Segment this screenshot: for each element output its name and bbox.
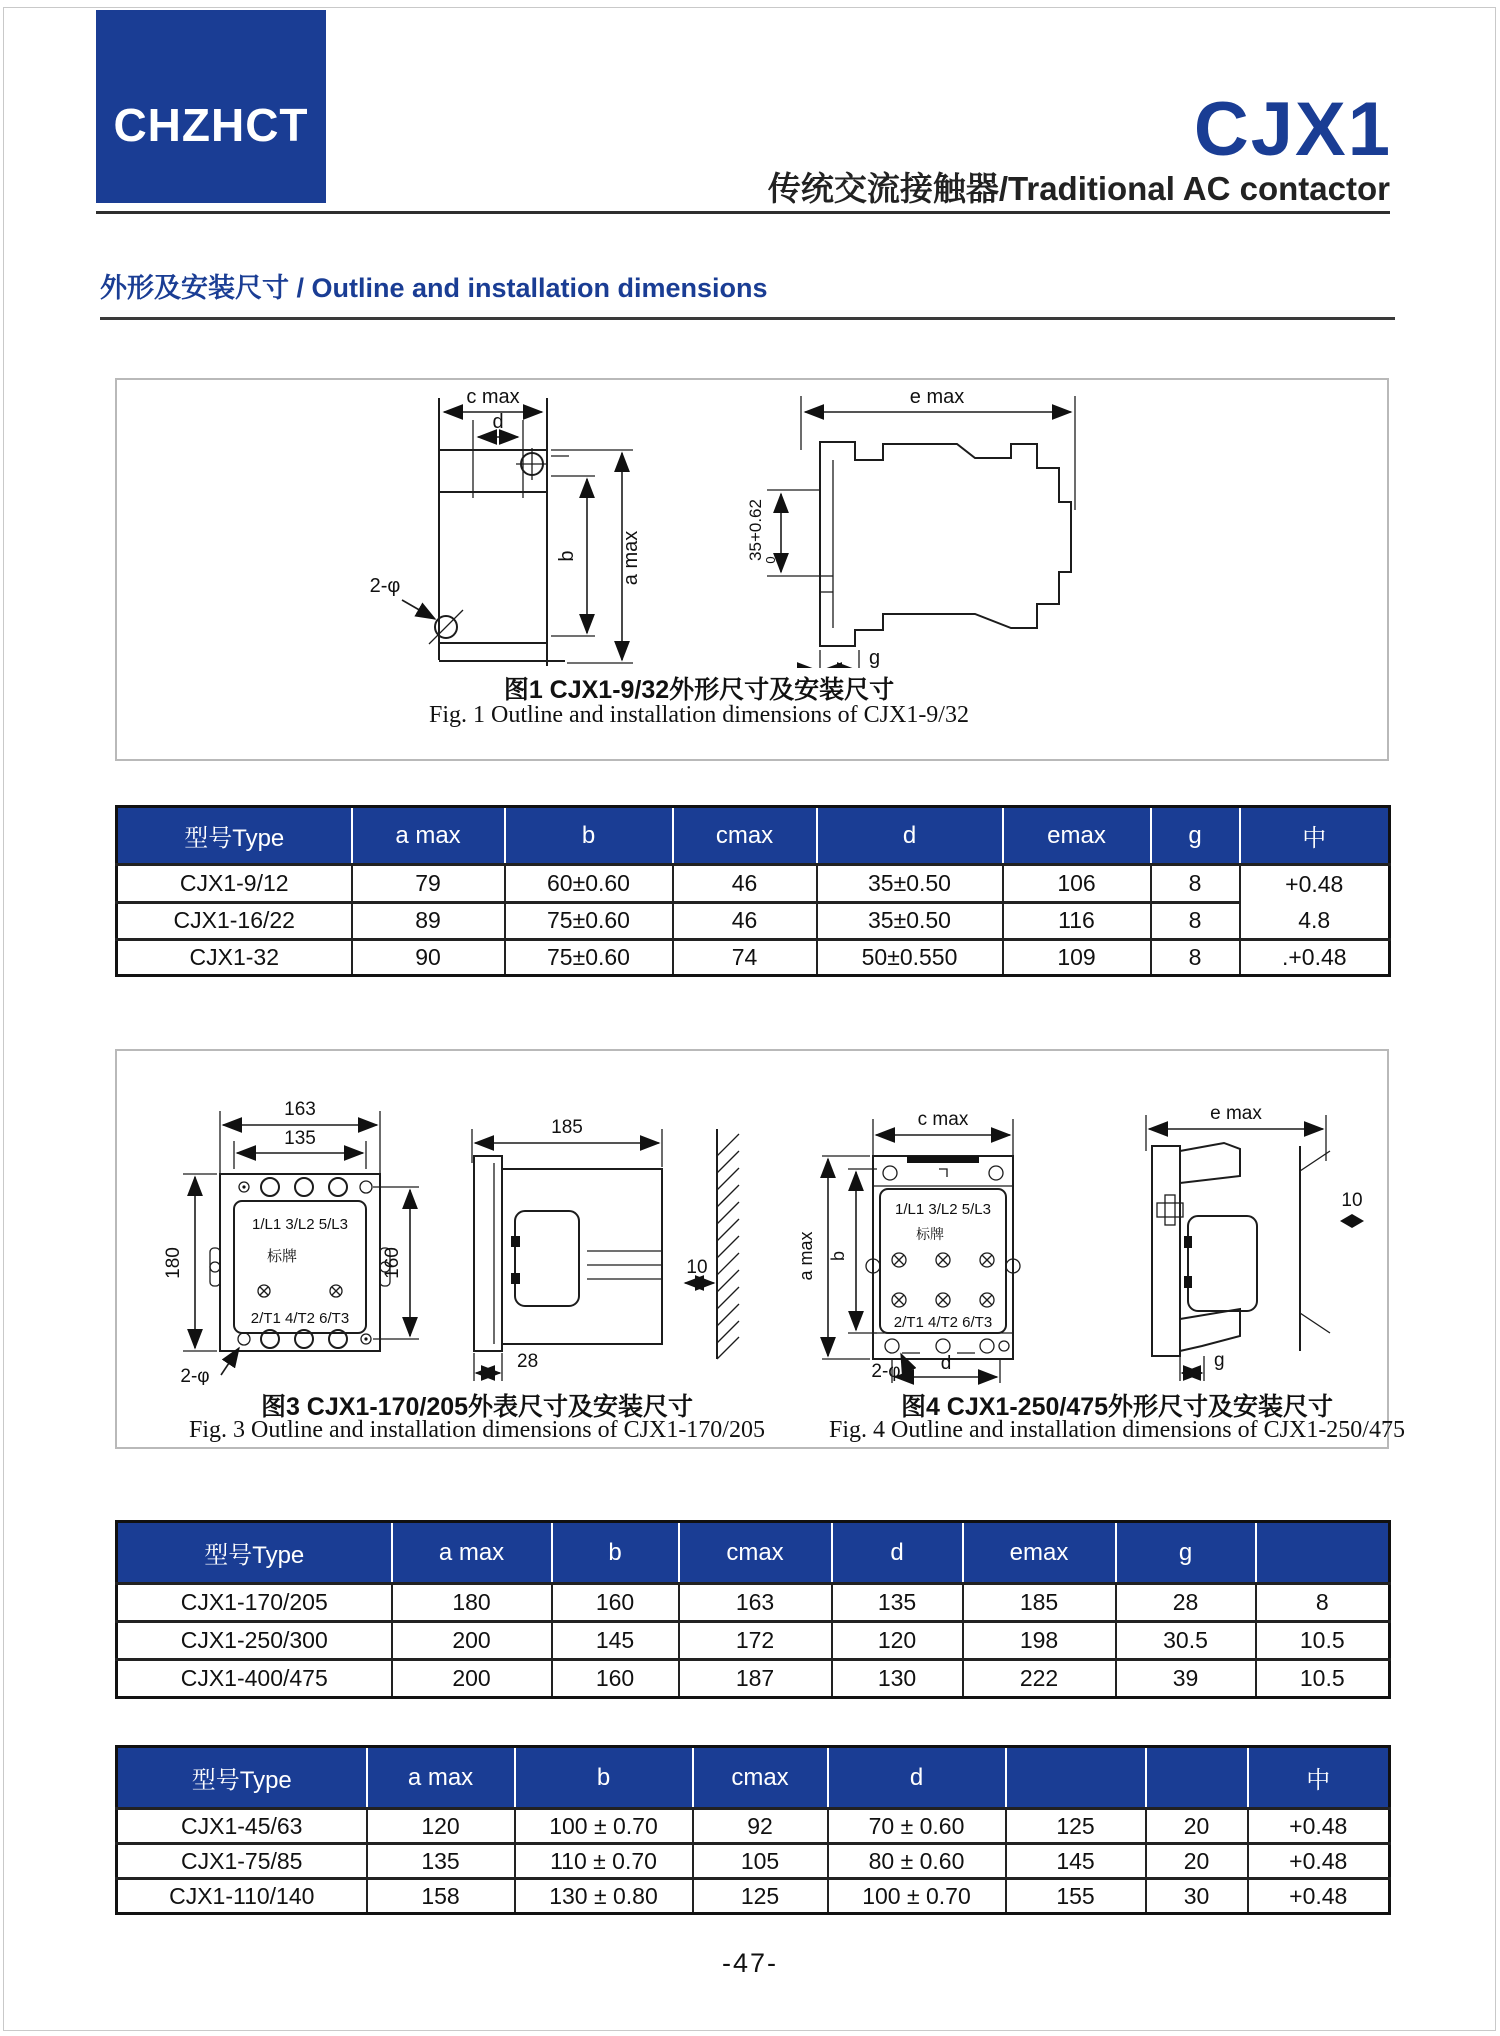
dim-label-emax: e max (1210, 1103, 1262, 1124)
table-cell: 198 (963, 1622, 1116, 1660)
dim-label-emax: e max (909, 386, 965, 408)
column-header: g (1116, 1522, 1256, 1584)
table-cell: 75±0.60 (505, 902, 673, 940)
dim-label-10: 10 (1341, 1190, 1363, 1211)
column-header: d (817, 807, 1003, 865)
fig3-caption-zh: 图3 CJX1-170/205外表尺寸及安装尺寸 (260, 1393, 694, 1421)
column-header: b (515, 1747, 693, 1809)
table-cell: 92 (693, 1809, 828, 1844)
figure-box-1 (115, 378, 1389, 761)
section-title: 外形及安装尺寸 / Outline and installation dimensions (100, 273, 768, 303)
table-row (117, 940, 1390, 976)
fig1-side-view (746, 386, 1075, 668)
fig1-caption-en: Fig. 1 Outline and installation dimensions of CJX1-9/32 (429, 702, 969, 728)
table-cell: 28 (1116, 1584, 1256, 1622)
fig3-drawing (117, 1051, 752, 1385)
table-cell: 79 (352, 865, 505, 903)
column-header: cmax (679, 1522, 832, 1584)
product-code: CJX1 (1193, 87, 1392, 172)
table-cell: 8 (1151, 902, 1240, 940)
dim-label-d: d (492, 411, 504, 433)
page-border (3, 7, 1496, 2031)
column-header: 型号Type (117, 807, 352, 865)
table-cell: CJX1-16/22 (117, 902, 352, 940)
table-cell: 8 (1151, 940, 1240, 976)
dim-label-holes: 2-φ (871, 1361, 901, 1382)
column-header (1256, 1522, 1390, 1584)
table-cell: +0.48 (1248, 1879, 1390, 1914)
table-row (117, 1809, 1390, 1844)
table-cell: 145 (1006, 1844, 1146, 1879)
table-cell: 172 (679, 1622, 832, 1660)
table-cell: CJX1-75/85 (117, 1844, 367, 1879)
table-cell: 39 (1116, 1660, 1256, 1698)
dim-label-g: g (1214, 1350, 1225, 1371)
brand-logo (96, 10, 326, 203)
table-cell: 100 ± 0.70 (515, 1809, 693, 1844)
table-row (117, 1844, 1390, 1879)
table-cell: 135 (832, 1584, 963, 1622)
table-cell: 46 (673, 865, 817, 903)
table-cell: 106 (1003, 865, 1151, 903)
column-header (1146, 1747, 1248, 1809)
dim-label-185: 185 (551, 1117, 583, 1138)
terminal-labels-bottom: 2/T1 4/T2 6/T3 (893, 1314, 993, 1331)
fig4-side-view (1146, 1103, 1364, 1381)
dim-label-cmax: c max (917, 1109, 969, 1130)
table-row (117, 1879, 1390, 1914)
table-cell: 158 (367, 1879, 515, 1914)
dim-label-28: 28 (517, 1351, 539, 1372)
dim-label-b: b (828, 1250, 848, 1262)
table-cell: 8 (1151, 865, 1240, 903)
terminal-labels-top: 1/L1 3/L2 5/L3 (252, 1216, 348, 1233)
table-cell: 160 (552, 1660, 679, 1698)
nameplate-label: 标牌 (266, 1248, 298, 1265)
table-cell: 187 (679, 1660, 832, 1698)
fig3-front-view (163, 1099, 419, 1385)
table-cell: 20 (1146, 1809, 1248, 1844)
table-cell: 125 (693, 1879, 828, 1914)
table-cell: 10.5 (1256, 1622, 1390, 1660)
table-cell: 163 (679, 1584, 832, 1622)
fig3-caption-en: Fig. 3 Outline and installation dimensions of CJX1-170/205 (189, 1417, 765, 1443)
table-cell: 200 (392, 1660, 552, 1698)
tolerance-upper: +0.48 (1285, 871, 1344, 897)
column-header: cmax (693, 1747, 828, 1809)
table-cell: 50±0.550 (817, 940, 1003, 976)
table-cell: 35±0.50 (817, 865, 1003, 903)
fig4-front-view (796, 1109, 1020, 1383)
table-cell: CJX1-110/140 (117, 1879, 367, 1914)
column-header: 型号Type (117, 1522, 392, 1584)
fig4-caption-zh: 图4 CJX1-250/475外形尺寸及安装尺寸 (900, 1393, 1334, 1421)
column-header: a max (352, 807, 505, 865)
column-header: a max (392, 1522, 552, 1584)
table-cell: 180 (392, 1584, 552, 1622)
column-header: 中 (1240, 807, 1390, 865)
table-cell: 109 (1003, 940, 1151, 976)
table-cell: 30.5 (1116, 1622, 1256, 1660)
table-cell: 116 (1003, 902, 1151, 940)
table-header-row (117, 807, 1390, 865)
dim-label-cmax: c max (466, 386, 520, 408)
table-cell: .+0.48 (1240, 940, 1390, 976)
header-rule (96, 211, 1390, 214)
terminal-labels-bottom: 2/T1 4/T2 6/T3 (250, 1310, 350, 1327)
table-cell: 120 (832, 1622, 963, 1660)
hole-diameter: 4.8 (1298, 907, 1331, 933)
table-cell: 74 (673, 940, 817, 976)
table-cell: 75±0.60 (505, 940, 673, 976)
column-header: cmax (673, 807, 817, 865)
table-cell: 105 (693, 1844, 828, 1879)
table-cell: 90 (352, 940, 505, 976)
table-row (117, 1660, 1390, 1698)
dim-label-d: d (940, 1353, 952, 1374)
table-cell: 89 (352, 902, 505, 940)
table-cell: 8 (1256, 1584, 1390, 1622)
table-cell: 60±0.60 (505, 865, 673, 903)
table-cell: 155 (1006, 1879, 1146, 1914)
dim-label-amax: a max (796, 1231, 816, 1281)
table-cell: 46 (673, 902, 817, 940)
dim-label-135: 135 (284, 1128, 316, 1149)
fig1-drawing (117, 380, 1383, 668)
table-cell: CJX1-400/475 (117, 1660, 392, 1698)
fig3-side-view (472, 1117, 739, 1381)
table-cell: 135 (367, 1844, 515, 1879)
table-cell: 200 (392, 1622, 552, 1660)
table-cell: 100 ± 0.70 (828, 1879, 1006, 1914)
column-header: a max (367, 1747, 515, 1809)
table-cell: 160 (552, 1584, 679, 1622)
dimension-table-2 (115, 1520, 1391, 1699)
column-header: 型号Type (117, 1747, 367, 1809)
section-rule (100, 317, 1395, 320)
table-cell: 130 (832, 1660, 963, 1698)
column-header: g (1151, 807, 1240, 865)
dim-label-rail-tol-low: 0 (763, 556, 778, 564)
table-cell: 125 (1006, 1809, 1146, 1844)
dim-label-holes: 2-φ (180, 1366, 210, 1385)
table-cell: 70 ± 0.60 (828, 1809, 1006, 1844)
column-header: 中 (1248, 1747, 1390, 1809)
table-row (117, 902, 1390, 940)
fig1-caption-zh: 图1 CJX1-9/32外形尺寸及安装尺寸 (503, 676, 895, 704)
fig4-drawing (752, 1051, 1387, 1385)
dim-label-amax: a max (620, 530, 642, 586)
page-number: -47- (721, 1948, 778, 1978)
table-cell-merged (1240, 865, 1390, 940)
column-header: emax (1003, 807, 1151, 865)
dimension-table-1 (115, 805, 1391, 977)
nameplate-label: 标牌 (916, 1226, 944, 1242)
table-cell: 120 (367, 1809, 515, 1844)
column-header (1006, 1747, 1146, 1809)
dimension-table-3 (115, 1745, 1391, 1915)
product-subtitle: 传统交流接触器/Traditional AC contactor (767, 170, 1390, 207)
table-cell: CJX1-170/205 (117, 1584, 392, 1622)
table-cell: 80 ± 0.60 (828, 1844, 1006, 1879)
figure-box-2 (115, 1049, 1405, 1449)
fig1-front-view (370, 386, 642, 666)
fig4-caption-en: Fig. 4 Outline and installation dimensions of CJX1-250/475 (829, 1417, 1405, 1443)
column-header: b (552, 1522, 679, 1584)
table-cell: 110 ± 0.70 (515, 1844, 693, 1879)
column-header: b (505, 807, 673, 865)
dim-label-163: 163 (284, 1099, 316, 1120)
table-cell: CJX1-250/300 (117, 1622, 392, 1660)
dim-label-10: 10 (686, 1257, 708, 1278)
table-cell: 35±0.50 (817, 902, 1003, 940)
wall-hatching (717, 1134, 739, 1359)
terminal-labels-top: 1/L1 3/L2 5/L3 (895, 1201, 991, 1218)
dim-label-rail-tol: 35+0.62 (746, 499, 765, 561)
table-cell: CJX1-32 (117, 940, 352, 976)
column-header: d (828, 1747, 1006, 1809)
table-cell: CJX1-9/12 (117, 865, 352, 903)
column-header: emax (963, 1522, 1116, 1584)
column-header: d (832, 1522, 963, 1584)
table-cell: +0.48 (1248, 1809, 1390, 1844)
dim-label-b: b (556, 550, 578, 562)
dim-label-180: 180 (163, 1247, 184, 1279)
table-cell: CJX1-45/63 (117, 1809, 367, 1844)
table-cell: 185 (963, 1584, 1116, 1622)
table-cell: 222 (963, 1660, 1116, 1698)
dim-label-g: g (869, 647, 881, 668)
table-row (117, 865, 1390, 903)
brand-logo-text: CHZHCT (113, 99, 309, 151)
table-cell: 145 (552, 1622, 679, 1660)
table-header-row (117, 1522, 1390, 1584)
table-cell: 10.5 (1256, 1660, 1390, 1698)
dim-label-160: 160 (382, 1247, 403, 1279)
table-row (117, 1622, 1390, 1660)
table-cell: 130 ± 0.80 (515, 1879, 693, 1914)
table-row (117, 1584, 1390, 1622)
table-header-row (117, 1747, 1390, 1809)
dim-label-holes: 2-φ (369, 575, 401, 597)
table-cell: 30 (1146, 1879, 1248, 1914)
table-cell: +0.48 (1248, 1844, 1390, 1879)
table-cell: 20 (1146, 1844, 1248, 1879)
